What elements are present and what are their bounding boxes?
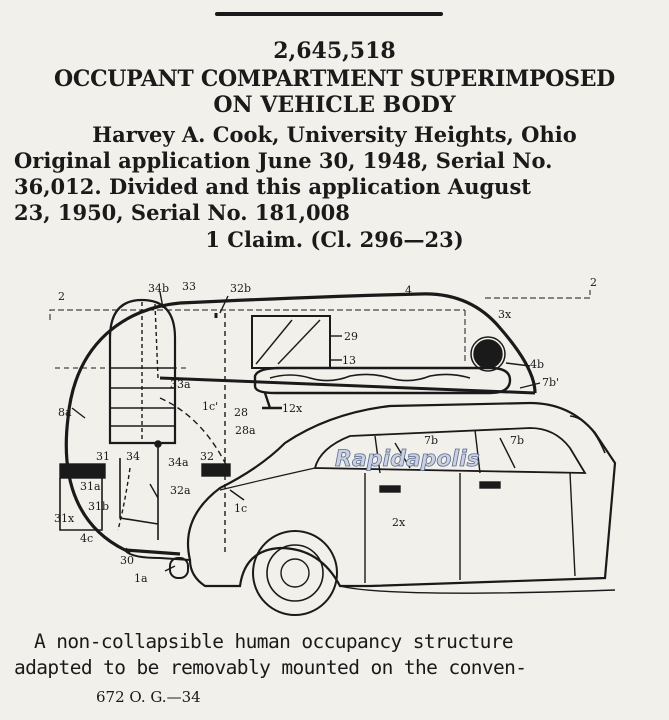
label-34a: 34a	[168, 456, 189, 469]
application-line-3: 23, 1950, Serial No. 181,008	[14, 200, 350, 225]
application-line-1: Original application June 30, 1948, Serial No.	[14, 148, 553, 173]
label-3x: 3x	[498, 308, 512, 321]
label-28a: 28a	[235, 424, 256, 437]
label-31: 31	[96, 450, 110, 463]
label-29: 29	[344, 330, 358, 343]
label-1c-top: 1c'	[202, 400, 219, 413]
label-33a: 33a	[170, 378, 191, 391]
compartment-base-line	[160, 378, 535, 393]
label-12x: 12x	[282, 402, 303, 415]
figure-labels	[54, 276, 597, 585]
label-1a: 1a	[134, 572, 148, 585]
label-4b: 4b	[530, 358, 545, 371]
patent-number: 2,645,518	[273, 38, 396, 64]
label-4: 4	[405, 284, 412, 297]
label-34b: 34b	[148, 282, 170, 295]
patent-drawing	[30, 268, 640, 628]
patent-title-line-1: OCCUPANT COMPARTMENT SUPERIMPOSED	[54, 66, 615, 92]
label-2-right: 2	[590, 276, 597, 289]
top-rule	[215, 12, 443, 16]
label-32a: 32a	[170, 484, 191, 497]
abstract-line-2: adapted to be removably mounted on the conven-	[14, 656, 527, 679]
label-30: 30	[120, 554, 134, 567]
label-1c: 1c	[234, 502, 248, 515]
claim-line: 1 Claim. (Cl. 296—23)	[205, 227, 464, 252]
car-wheel	[253, 531, 337, 615]
application-line-2: 36,012. Divided and this application August	[14, 174, 531, 199]
label-32: 32	[200, 450, 214, 463]
label-31a: 31a	[80, 480, 101, 493]
label-13: 13	[342, 354, 356, 367]
label-8a: 8a	[58, 406, 72, 419]
label-2x: 2x	[392, 516, 406, 529]
label-2-left: 2	[58, 290, 65, 303]
abstract-line-1: A non-collapsible human occupancy structure	[34, 630, 514, 653]
label-31x: 31x	[54, 512, 75, 525]
compartment-shell	[66, 303, 180, 554]
patent-title-line-2: ON VEHICLE BODY	[213, 92, 456, 118]
label-7b-top: 7b'	[542, 376, 560, 389]
label-32b: 32b	[230, 282, 252, 295]
compartment-window	[252, 316, 330, 368]
label-7b-mid: 7b	[424, 434, 439, 447]
label-33: 33	[182, 280, 196, 293]
label-4c: 4c	[80, 532, 94, 545]
seat-block	[60, 464, 105, 478]
watermark: Rapidapolis	[335, 447, 480, 472]
vent-circle	[474, 340, 502, 368]
label-7b-right: 7b	[510, 434, 525, 447]
label-31b: 31b	[88, 500, 110, 513]
gazette-page-reference: 672 O. G.—34	[96, 688, 201, 706]
label-34: 34	[126, 450, 140, 463]
inventor: Harvey A. Cook, University Heights, Ohio	[92, 122, 577, 147]
label-28: 28	[234, 406, 248, 419]
